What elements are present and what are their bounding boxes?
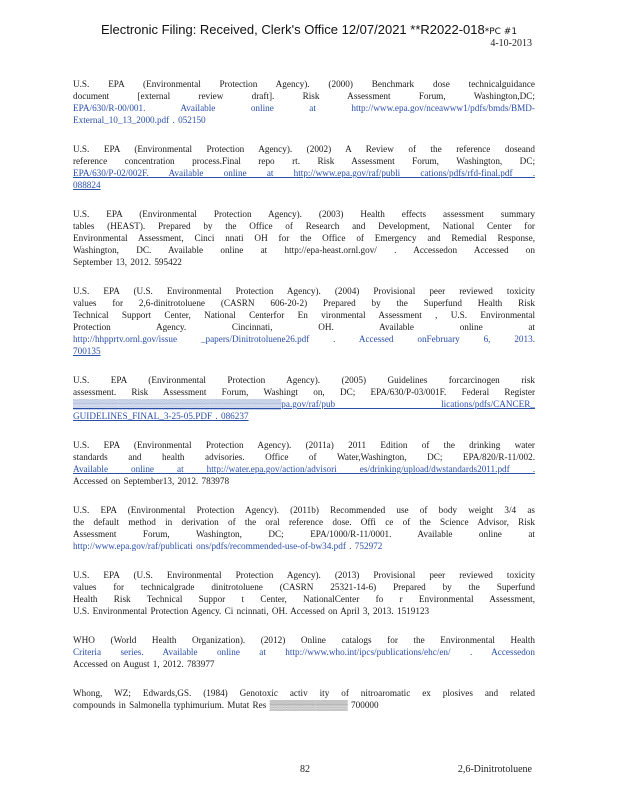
reference-line: standards and health advisories. Office of Water,Washington, DC; EPA/820/R-11/002. [73, 452, 535, 462]
reference-line: compounds in Salmonella typhimurium. Mutat Res ▒▒▒▒▒▒▒▒▒▒▒▒ 700000 [73, 700, 379, 710]
reference-link[interactable]: Criteria series. Available online at http://www.who.int/ipcs/publications/ehc/en/ . Accessedon [73, 647, 535, 657]
reference-line: Washington, DC. Available online at http://epa-heast.ornl.gov/ . Accessedon Accessed on [73, 245, 535, 255]
reference-line: WHO (World Health Organization). (2012) Online catalogs for the Environmental Health [73, 635, 535, 645]
reference-link[interactable]: External_10_13_2000.pdf . 052150 [73, 115, 206, 125]
reference-line: Accessed on August 1, 2012. 783977 [73, 659, 215, 669]
reference-item [73, 504, 535, 552]
reference-link[interactable]: http://www.epa.gov/raf/publicati ons/pdfs/recommended-use-of-bw34.pdf . 752972 [73, 541, 383, 551]
reference-line: U.S. EPA (U.S. Environmental Protection Agency). (2013) Provisional peer reviewed toxicity [73, 570, 535, 580]
reference-link[interactable]: EPA/630/R-00/001. Available online at http://www.epa.gov/nceawww1/pdfs/bmds/BMD- [73, 103, 535, 113]
reference-link[interactable]: 700135 [73, 346, 101, 356]
reference-link[interactable]: GUIDELINES_FINAL_3-25-05.PDF . 086237 [73, 411, 249, 421]
page-number: 82 [300, 764, 310, 775]
reference-line: Accessed on September13, 2012. 783978 [73, 476, 230, 486]
reference-link[interactable]: 088824 [73, 180, 101, 190]
reference-item [73, 374, 535, 422]
reference-line: U.S. EPA (Environmental Protection Agency). (2003) Health effects assessment summary [73, 209, 535, 219]
reference-item [73, 78, 535, 126]
reference-line: tables (HEAST). Prepared by the Office of Research and Development, National Center for [73, 221, 535, 231]
reference-item [73, 687, 535, 711]
reference-line: Technical Support Center, National Centerfor En vironmental Assessment , U.S. Environmental [73, 310, 535, 320]
reference-item [73, 569, 535, 617]
reference-line: U.S. Environmental Protection Agency. Ci ncinnati, OH. Accessed on April 3, 2013. 1519123 [73, 606, 430, 616]
reference-link[interactable]: EPA/630/P-02/002F. Available online at http://www.epa.gov/raf/publi cations/pdfs/rfd-final.pdf . [73, 168, 535, 178]
reference-item [73, 208, 535, 268]
reference-line: U.S. EPA (Environmental Protection Agency). (2000) Benchmark dose technicalguidance [73, 79, 535, 89]
reference-line: U.S. EPA (Environmental Protection Agency). (2011a) 2011 Edition of the drinking water [73, 440, 535, 450]
reference-line: U.S. EPA (Environmental Protection Agency). (2002) A Review of the reference doseand [73, 144, 535, 154]
reference-item [73, 285, 535, 357]
reference-line: document [external review draft]. Risk Assessment Forum, Washington,DC; [73, 91, 535, 101]
reference-line: Health Risk Technical Suppor t Center, NationalCenter fo r Environmental Assessment, [73, 594, 535, 604]
reference-line: U.S. EPA (Environmental Protection Agency). (2011b) Recommended use of body weight 3/4 as [73, 505, 535, 515]
reference-line: values for 2,6-dinitrotoluene (CASRN 606-20-2) Prepared by the Superfund Health Risk [73, 298, 535, 308]
filing-stamp [0, 22, 618, 37]
reference-line: Environmental Assessment, Cinci nnati OH for the Office of Emergency and Remedial Response, [73, 233, 535, 243]
reference-line: assessment. Risk Assessment Forum, Washingt on, DC; EPA/630/P-03/001F. Federal Register [73, 387, 535, 397]
document-date: 4-10-2013 [490, 38, 532, 49]
reference-list [73, 78, 535, 728]
reference-link[interactable]: http://hhpprtv.ornl.gov/issue _papers/Dinitrotoluene26.pdf . Accessed onFebruary 6, 2013. [73, 334, 535, 344]
reference-line: Protection Agency. Cincinnati, OH. Available online at [73, 322, 535, 332]
document-name: 2,6-Dinitrotoluene [457, 764, 532, 775]
reference-item [73, 143, 535, 191]
reference-line: the default method in derivation of the oral reference dose. Offi ce of the Science Advisor, Risk [73, 517, 535, 527]
reference-line: U.S. EPA (Environmental Protection Agency). (2005) Guidelines forcarcinogen risk [73, 375, 535, 385]
reference-item [73, 634, 535, 670]
reference-line: Whong, WZ; Edwards,GS. (1984) Genotoxic activ ity of nitroaromatic ex plosives and related [73, 688, 535, 698]
reference-link[interactable]: ▒▒▒▒▒▒▒▒▒▒▒▒▒▒▒▒▒▒▒▒▒▒▒▒▒▒▒▒▒▒▒▒pa.gov/raf/pub lications/pdfs/CANCER_ [73, 399, 535, 409]
reference-line: values for technicalgrade dinitrotoluene (CASRN 25321-14-6) Prepared by the Superfund [73, 582, 535, 592]
filing-stamp-tail: *PC #1 [484, 27, 518, 37]
reference-link[interactable]: Available online at http://water.epa.gov/action/advisori es/drinking/upload/dwstandards2011.pdf . [73, 464, 535, 474]
reference-line: September 13, 2012. 595422 [73, 257, 182, 267]
reference-item [73, 439, 535, 487]
filing-stamp-text: Electronic Filing: Received, Clerk's Office 12/07/2021 **R2022-018 [100, 22, 485, 37]
reference-line: reference concentration process.Final repo rt. Risk Assessment Forum, Washington, DC; [73, 156, 535, 166]
reference-line: U.S. EPA (U.S. Environmental Protection Agency). (2004) Provisional peer reviewed toxicity [73, 286, 535, 296]
reference-line: Assessment Forum, Washington, DC; EPA/1000/R-11/0001. Available online at [73, 529, 535, 539]
